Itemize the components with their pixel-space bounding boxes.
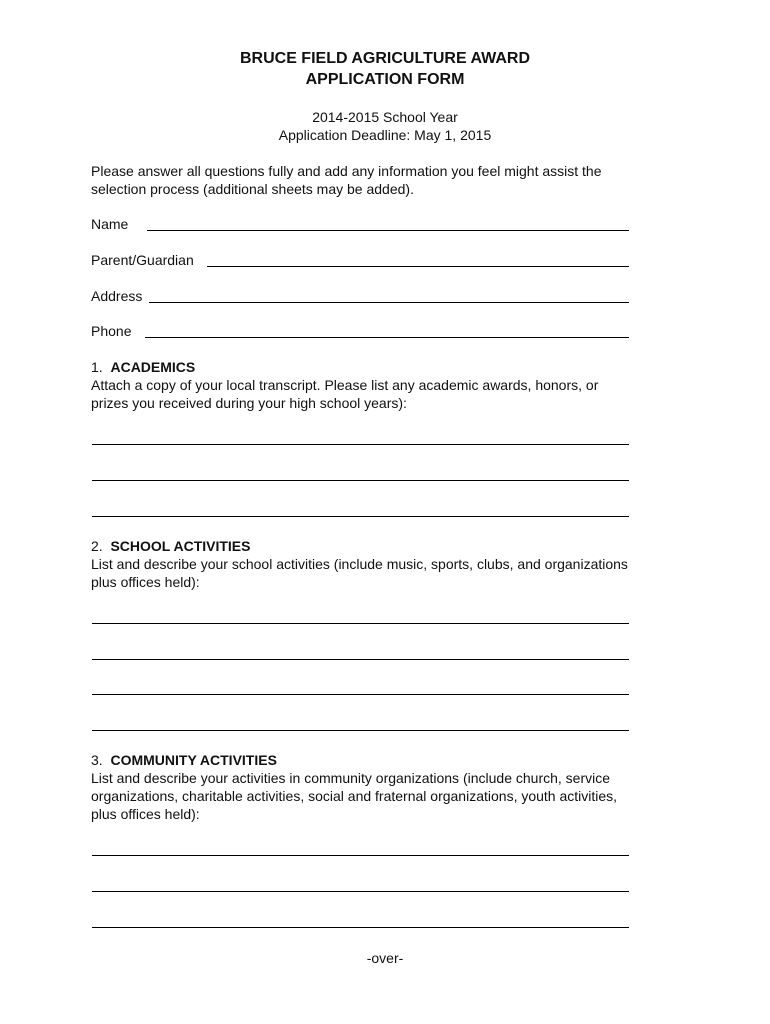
address-label: Address <box>91 288 143 304</box>
section-academics-heading <box>91 358 195 376</box>
academics-answer-line[interactable] <box>92 516 629 517</box>
school-activities-answer-line[interactable] <box>92 730 629 731</box>
school-activities-answer-line[interactable] <box>92 694 629 695</box>
page-footer-over: -over- <box>366 950 404 966</box>
name-field[interactable] <box>147 230 629 231</box>
school-activities-answer-line[interactable] <box>92 659 629 660</box>
section-academics-desc-line2: prizes you received during your high school years): <box>91 395 407 411</box>
community-activities-answer-line[interactable] <box>92 927 629 928</box>
parent-guardian-label: Parent/Guardian <box>91 252 194 268</box>
section-number: 3. <box>91 752 103 768</box>
section-community-activities-desc-line1: List and describe your activities in community organizations (include church, service <box>91 770 611 786</box>
community-activities-answer-line[interactable] <box>92 855 629 856</box>
section-number: 1. <box>91 359 103 375</box>
section-number: 2. <box>91 538 103 554</box>
section-school-activities-desc-line2: plus offices held): <box>91 574 200 590</box>
section-community-activities-desc-line3: plus offices held): <box>91 806 200 822</box>
section-title: ACADEMICS <box>110 359 196 375</box>
community-activities-answer-line[interactable] <box>92 891 629 892</box>
phone-label: Phone <box>91 323 132 339</box>
section-school-activities-heading <box>91 537 250 555</box>
parent-guardian-field[interactable] <box>207 266 629 267</box>
name-label: Name <box>91 216 129 232</box>
academics-answer-line[interactable] <box>92 480 629 481</box>
section-academics-desc-line1: Attach a copy of your local transcript. Please list any academic awards, honors, or <box>91 377 599 393</box>
school-activities-answer-line[interactable] <box>92 623 629 624</box>
academics-answer-line[interactable] <box>92 444 629 445</box>
form-title-line1: BRUCE FIELD AGRICULTURE AWARD <box>239 50 531 67</box>
instructions-line1: Please answer all questions fully and add any information you feel might assist the <box>91 163 602 179</box>
school-year: 2014-2015 School Year <box>312 109 458 125</box>
instructions-line2: selection process (additional sheets may be added). <box>91 181 414 197</box>
form-title-line2: APPLICATION FORM <box>305 71 465 88</box>
section-community-activities-heading <box>91 751 277 769</box>
address-field[interactable] <box>149 302 629 303</box>
phone-field[interactable] <box>145 337 629 338</box>
section-community-activities-desc-line2: organizations, charitable activities, social and fraternal organizations, youth activities, <box>91 788 618 804</box>
section-school-activities-desc-line1: List and describe your school activities (include music, sports, clubs, and organizations <box>91 556 628 572</box>
section-title: COMMUNITY ACTIVITIES <box>110 752 277 768</box>
application-deadline: Application Deadline: May 1, 2015 <box>278 127 492 143</box>
section-title: SCHOOL ACTIVITIES <box>110 538 251 554</box>
